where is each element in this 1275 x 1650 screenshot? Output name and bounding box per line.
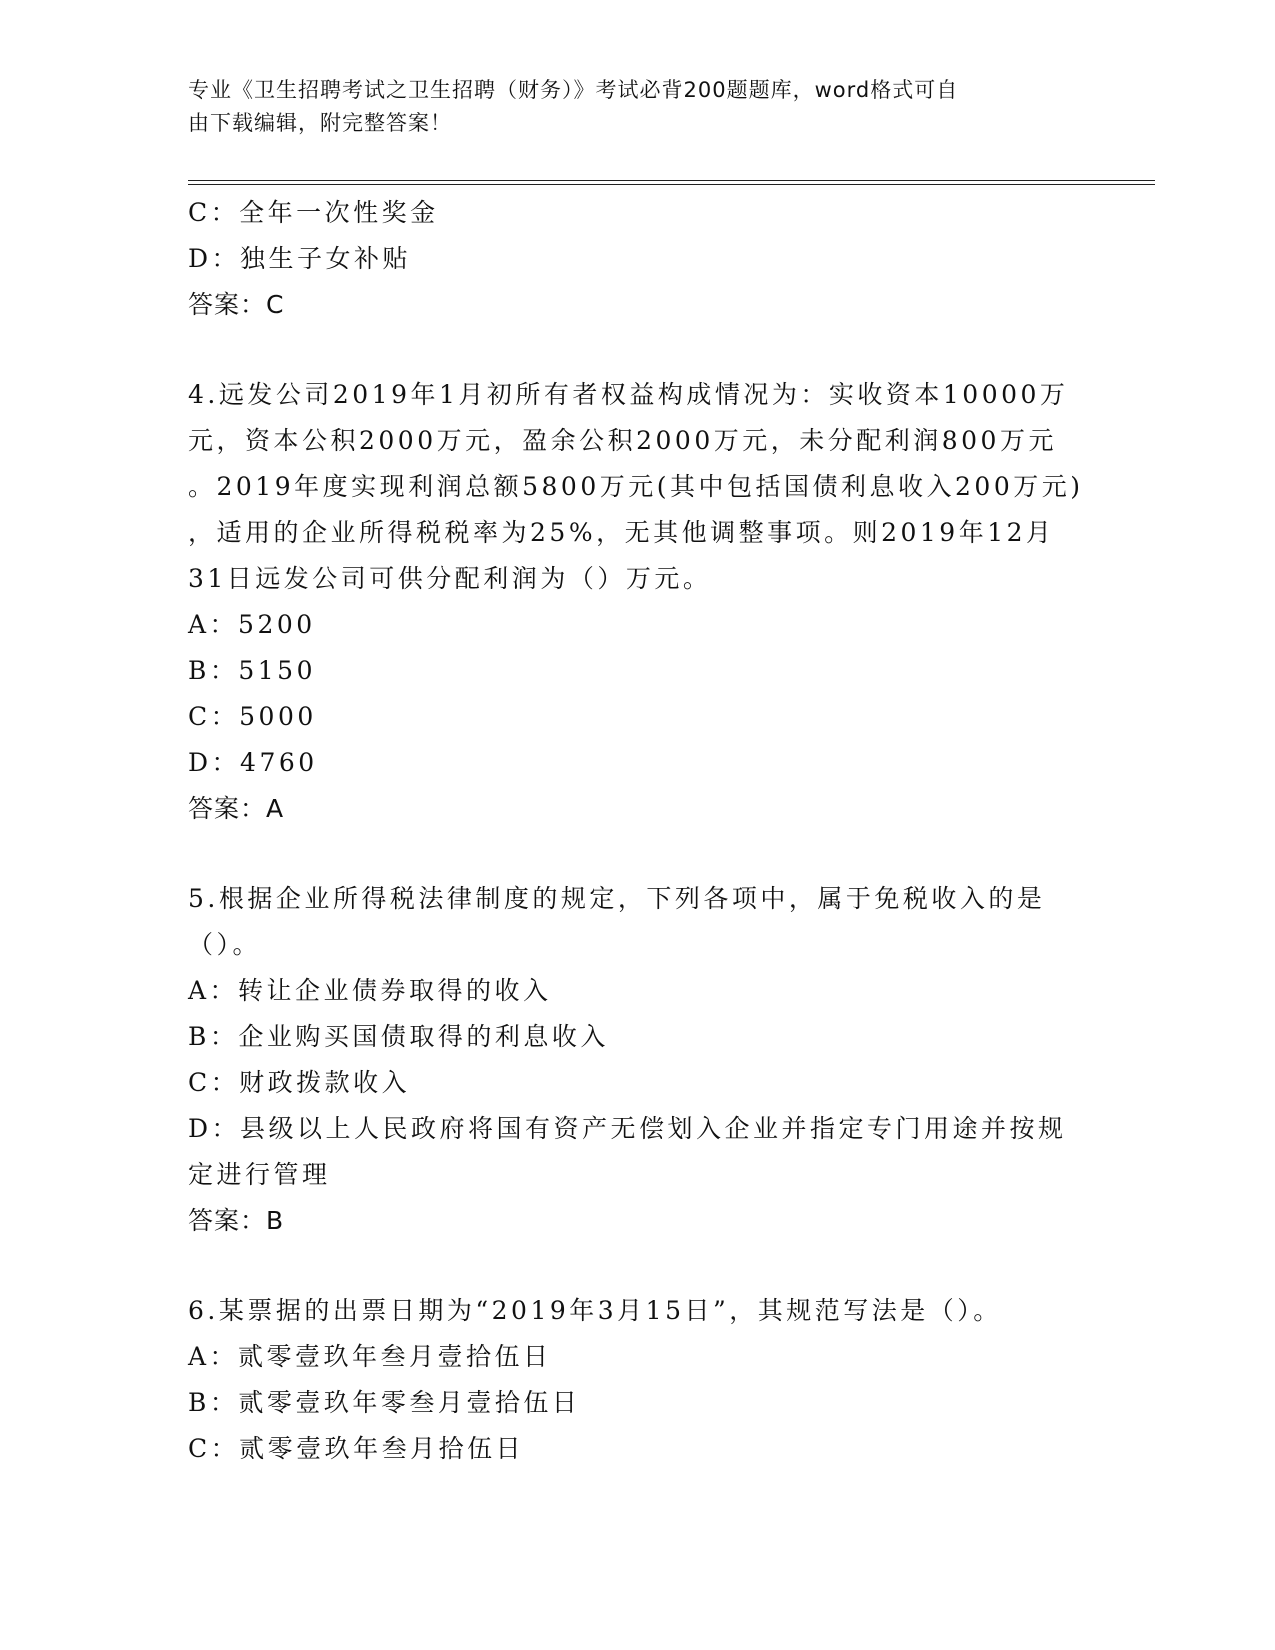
q5-option-a: A：转让企业债券取得的收入 — [188, 976, 552, 1005]
q4-option-d: D：4760 — [188, 748, 318, 777]
q5-option-d-line-1: D：县级以上人民政府将国有资产无偿划入企业并指定专门用途并按规 — [188, 1114, 1067, 1143]
q5-stem-line-1: 5.根据企业所得税法律制度的规定，下列各项中，属于免税收入的是 — [188, 884, 1046, 913]
header-line-1: 专业《卫生招聘考试之卫生招聘（财务）》考试必背200题题库，word格式可自 — [188, 78, 959, 102]
header-line-2: 由下载编辑，附完整答案！ — [188, 111, 452, 135]
q4-answer: 答案：A — [188, 794, 285, 823]
question-content — [188, 190, 1088, 1472]
q6-stem: 6.某票据的出票日期为“2019年3月15日”，其规范写法是（）。 — [188, 1296, 1002, 1325]
spacer — [188, 328, 1088, 372]
header-divider-top — [188, 180, 1155, 181]
q3-option-c: C：全年一次性奖金 — [188, 198, 439, 227]
q6-option-b: B：贰零壹玖年零叁月壹拾伍日 — [188, 1388, 581, 1417]
document-header — [188, 74, 1068, 140]
q6-option-a: A：贰零壹玖年叁月壹拾伍日 — [188, 1342, 552, 1371]
q5-option-b: B：企业购买国债取得的利息收入 — [188, 1022, 609, 1051]
q5-option-d-line-2: 定进行管理 — [188, 1160, 331, 1189]
q4-stem-line-5: 31日远发公司可供分配利润为（）万元。 — [188, 564, 712, 593]
q4-stem-line-4: ，适用的企业所得税税率为25%，无其他调整事项。则2019年12月 — [188, 518, 1055, 547]
q4-option-c: C：5000 — [188, 702, 317, 731]
spacer — [188, 1244, 1088, 1288]
q3-answer: 答案：C — [188, 290, 285, 319]
spacer — [188, 832, 1088, 876]
q4-stem-line-3: 。2019年度实现利润总额5800万元(其中包括国债利息收入200万元) — [188, 472, 1084, 501]
q4-stem-line-1: 4.远发公司2019年1月初所有者权益构成情况为：实收资本10000万 — [188, 380, 1069, 409]
q5-answer: 答案：B — [188, 1206, 285, 1235]
q4-stem-line-2: 元，资本公积2000万元，盈余公积2000万元，未分配利润800万元 — [188, 426, 1057, 455]
header-divider-bottom — [188, 184, 1155, 185]
q3-option-d: D：独生子女补贴 — [188, 244, 412, 273]
q4-option-b: B：5150 — [188, 656, 316, 685]
q4-option-a: A：5200 — [188, 610, 316, 639]
q5-stem-line-2: （）。 — [188, 930, 262, 959]
q5-option-c: C：财政拨款收入 — [188, 1068, 411, 1097]
q6-option-c: C：贰零壹玖年叁月拾伍日 — [188, 1434, 525, 1463]
